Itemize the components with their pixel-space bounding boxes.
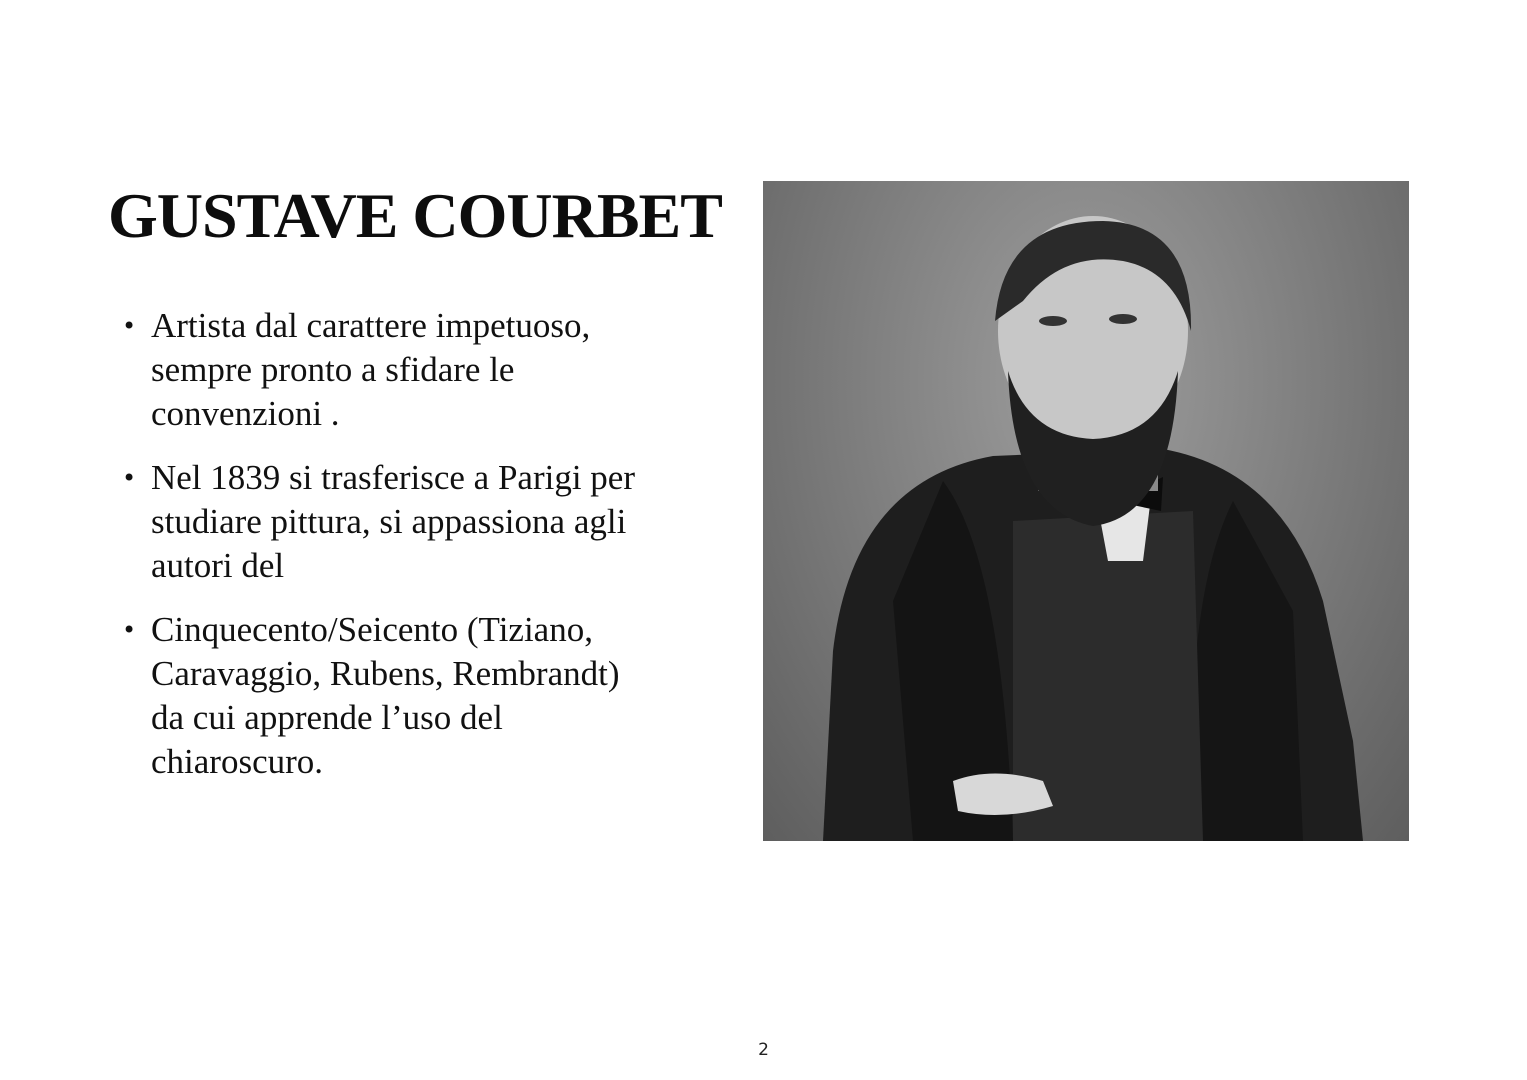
bullet-1-line-3: convenzioni .: [151, 394, 340, 433]
bullet-dot-icon: •: [122, 312, 137, 340]
bullet-dot-icon: •: [122, 616, 137, 644]
page-number: 2: [758, 1040, 769, 1060]
bullet-3-line-4: chiaroscuro.: [151, 742, 324, 781]
bullet-3-line-1: Cinquecento/Seicento (Tiziano,: [151, 610, 593, 649]
bullet-2-line-2: studiare pittura, si appassiona agli: [151, 502, 627, 541]
bullet-list: [108, 304, 708, 804]
bullet-1-line-2: sempre pronto a sfidare le: [151, 350, 515, 389]
bullet-item-2: [108, 456, 708, 588]
slide-title: GUSTAVE COURBET: [108, 180, 722, 251]
bullet-2-line-1: Nel 1839 si trasferisce a Parigi per: [151, 458, 636, 497]
bullet-3-line-2: Caravaggio, Rubens, Rembrandt): [151, 654, 620, 693]
bullet-3-line-3: da cui apprende l’uso del: [151, 698, 503, 737]
bullet-item-3: [108, 608, 708, 784]
bullet-2-line-3: autori del: [151, 546, 285, 585]
bullet-dot-icon: •: [122, 464, 137, 492]
portrait-photo-icon: [763, 181, 1409, 841]
bullet-1-line-1: Artista dal carattere impetuoso,: [151, 306, 591, 345]
portrait-photo: [763, 181, 1409, 841]
bullet-item-1: [108, 304, 708, 436]
